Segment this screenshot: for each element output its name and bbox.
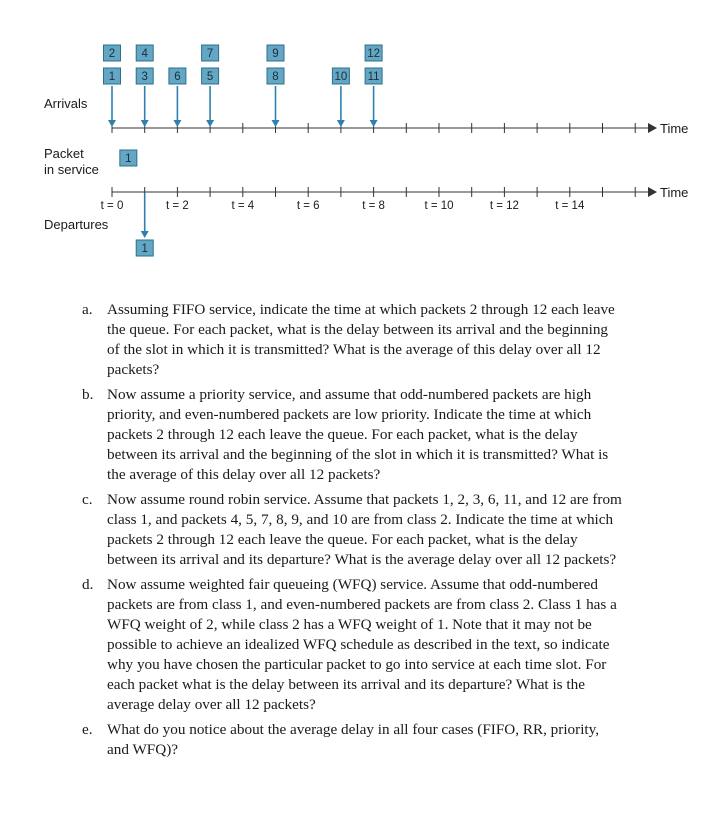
departure-arrow-slot-1-head [141, 231, 149, 238]
arrival-arrow-slot-1-head [141, 120, 149, 127]
arrival-packet-8-number: 8 [272, 71, 279, 83]
question-text: Now assume round robin service. Assume that packets 1, 2, 3, 6, 11, and 12 are from class 1, and packets 4, 5, 7, 8, 9, and 10 are from class 2. Indicate the time at which packets 2 through 12 each leave the queue. For each packet, what is the delay between its arrival and its departure? What is the average delay over all 12 packets? [107, 491, 622, 568]
arrival-packet-8 [267, 68, 284, 84]
arrival-packet-6-number: 6 [174, 71, 181, 83]
packet-schedule-diagram [0, 0, 710, 270]
arrival-packet-1-number: 1 [108, 71, 116, 83]
arrival-packet-7-number: 7 [206, 48, 214, 60]
question-item [82, 490, 622, 570]
arrival-arrow-slot-2 [173, 86, 181, 127]
question-item [82, 385, 622, 485]
question-item [82, 575, 622, 715]
time-tick-label: t = 6 [296, 200, 320, 212]
arrival-packet-11-number: 11 [367, 71, 380, 83]
question-text: Now assume a priority service, and assume that odd-numbered packets are high priority, and even-numbered packets are low priority. Indicate the time at which packets 2 through 12 each leave the queue. For each packet, what is the delay between its arrival and the beginning of the slot in which it is transmitted? What is the average of this delay over all 12 packets? [107, 386, 609, 483]
departure-packet-1 [136, 240, 153, 256]
arrival-arrow-slot-0 [108, 86, 116, 127]
arrival-arrow-slot-0-head [108, 120, 116, 127]
question-item [82, 300, 622, 380]
arrival-packet-4 [136, 45, 153, 61]
arrival-packet-12-number: 12 [367, 48, 380, 60]
arrival-packet-2-number: 2 [108, 48, 116, 60]
arrival-packet-5-number: 5 [206, 71, 214, 83]
arrival-packet-5 [202, 68, 219, 84]
time-tick-label: t = 10 [424, 200, 454, 212]
time-tick-label: t = 0 [100, 200, 124, 212]
question-letter: b. [82, 386, 94, 403]
arrival-packet-12 [365, 45, 382, 61]
question-letter: c. [82, 491, 93, 508]
question-letter: e. [82, 721, 93, 738]
arrival-packet-1 [104, 68, 121, 84]
arrival-arrow-slot-5 [272, 86, 280, 127]
arrivals-label: Arrivals [44, 96, 88, 111]
arrival-arrow-slot-7 [337, 86, 345, 127]
arrival-arrow-slot-8-head [370, 120, 378, 127]
departure-packets [136, 193, 153, 256]
arrival-packet-3 [136, 68, 153, 84]
arrival-arrow-slot-8 [370, 86, 378, 127]
time-tick-label: t = 4 [231, 200, 255, 212]
packet-in-service-label-line2: in service [44, 162, 99, 177]
arrival-packet-2 [104, 45, 121, 61]
in-service-packet-1-number: 1 [125, 153, 132, 165]
in-service-packet-1 [120, 150, 137, 166]
departures-label: Departures [44, 217, 109, 232]
arrival-packet-4-number: 4 [141, 48, 148, 60]
question-text: What do you notice about the average delay in all four cases (FIFO, RR, priority, and WFQ)? [107, 721, 600, 758]
arrival-packet-9 [267, 45, 284, 61]
arrival-packet-7 [202, 45, 219, 61]
question-item [82, 720, 622, 760]
departure-packet-1-number: 1 [141, 243, 148, 255]
time-tick-label: t = 2 [166, 200, 189, 212]
time-tick-label: t = 14 [555, 200, 585, 212]
question-text: Assuming FIFO service, indicate the time at which packets 2 through 12 each leave the queue. For each packet, what is the delay between its arrival and the beginning of the slot in which it is transmitted? What is the average of this delay over all 12 packets? [107, 301, 615, 378]
arrival-packet-3-number: 3 [141, 71, 148, 83]
arrival-packet-6 [169, 68, 186, 84]
arrivals-axis-arrowhead [648, 123, 657, 133]
arrival-arrow-slot-2-head [173, 120, 181, 127]
arrival-packet-11 [365, 68, 382, 84]
arrival-arrow-slot-3-head [206, 120, 214, 127]
arrival-packet-10 [332, 68, 349, 84]
question-letter: d. [82, 576, 94, 593]
departures-time-label: Time [660, 185, 689, 200]
arrival-arrow-slot-5-head [272, 120, 280, 127]
arrival-packets [104, 45, 383, 127]
question-list [82, 300, 622, 765]
time-tick-label: t = 8 [362, 200, 385, 212]
question-letter: a. [82, 301, 93, 318]
in-service-packets [120, 150, 137, 166]
question-text: Now assume weighted fair queueing (WFQ) service. Assume that odd-numbered packets are from class 1, and even-numbered packets are from class 2. Class 1 has a WFQ weight of 2, while class 2 has a WFQ weight of 1. Note that it may not be possible to achieve an idealized WFQ schedule as described in the text, so indicate why you have chosen the particular packet to go into service at each time slot. For each packet what is the delay between its arrival and its departure? What is the average delay over all 12 packets? [107, 576, 617, 713]
arrival-packet-10-number: 10 [334, 71, 348, 83]
arrival-arrow-slot-3 [206, 86, 214, 127]
arrival-arrow-slot-1 [141, 86, 149, 127]
arrivals-time-label: Time [660, 121, 689, 136]
arrival-packet-9-number: 9 [272, 48, 279, 60]
departure-arrow-slot-1 [141, 193, 149, 238]
time-tick-labels [101, 200, 585, 212]
departures-axis-arrowhead [648, 187, 657, 197]
packet-in-service-label-line1: Packet [44, 146, 84, 161]
time-tick-label: t = 12 [489, 200, 519, 212]
arrival-arrow-slot-7-head [337, 120, 345, 127]
